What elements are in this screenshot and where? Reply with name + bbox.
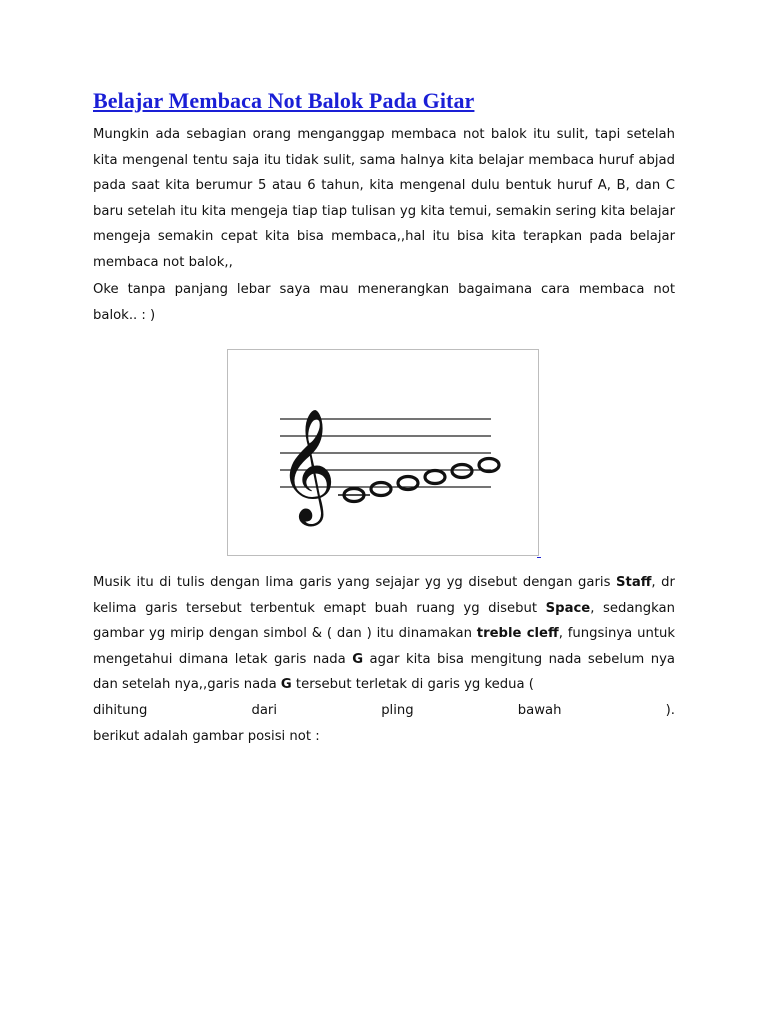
word: dihitung xyxy=(93,702,148,718)
intro-paragraph: Mungkin ada sebagian orang menganggap membaca not balok itu sulit, tapi setelah kita mengenal tentu saja itu tidak sulit, sama halnya kita belajar membaca huruf abjad pada saat kita berumur 5 atau 6 tahun, kita mengenal dulu bentuk huruf A, B, dan C baru setelah itu kita mengeja tiap tiap tulisan yg kita temui, semakin sering kita belajar mengeja semakin cepat kita bisa membaca,,hal itu bisa kita terapkan pada belajar membaca not balok,, xyxy=(93,127,675,270)
justified-last-line xyxy=(93,698,675,724)
text-run: , dr kelima garis tersebut terbentuk emapt buah ruang yg disebut xyxy=(93,575,675,616)
text-run: tersebut terletak di garis yg kedua ( xyxy=(291,677,534,693)
whole-note xyxy=(338,489,370,502)
lead-in-paragraph: Oke tanpa panjang lebar saya mau menerangkan bagaimana cara membaca not balok.. : ) xyxy=(93,282,675,323)
text-run: , sedangkan gambar yg mirip dengan simbol & ( dan ) itu dinamakan xyxy=(93,600,675,642)
word: dari xyxy=(251,702,278,718)
text-run: Musik itu di tulis dengan lima garis yang sejajar yg yg disebut dengan garis xyxy=(93,575,617,590)
text-run: agar kita bisa mengitung nada sebelum nya dan setelah nya,,garis nada xyxy=(93,651,675,693)
word: pling xyxy=(381,702,414,718)
whole-note xyxy=(425,471,445,484)
term-staff: Staff xyxy=(616,575,652,590)
text-run: , fungsinya untuk mengetahui dimana letak garis nada xyxy=(93,626,675,667)
staff-illustration xyxy=(228,350,538,555)
page-title[interactable]: Belajar Membaca Not Balok Pada Gitar xyxy=(93,88,475,113)
treble-clef-icon: 𝄞 xyxy=(278,408,336,522)
figure-link[interactable] xyxy=(537,545,541,558)
explanation-paragraph xyxy=(93,570,675,724)
word: bawah xyxy=(517,702,562,718)
term-g: G xyxy=(352,651,364,667)
term-g: G xyxy=(280,677,292,693)
note-group xyxy=(338,459,499,502)
whole-note xyxy=(452,465,472,478)
whole-note xyxy=(371,483,391,496)
term-treble-cleff: treble cleff xyxy=(476,626,559,642)
staff-figure xyxy=(227,349,539,556)
term-space: Space xyxy=(545,600,591,616)
positions-intro: berikut adalah gambar posisi not : xyxy=(93,729,320,744)
word: ). xyxy=(665,702,675,718)
